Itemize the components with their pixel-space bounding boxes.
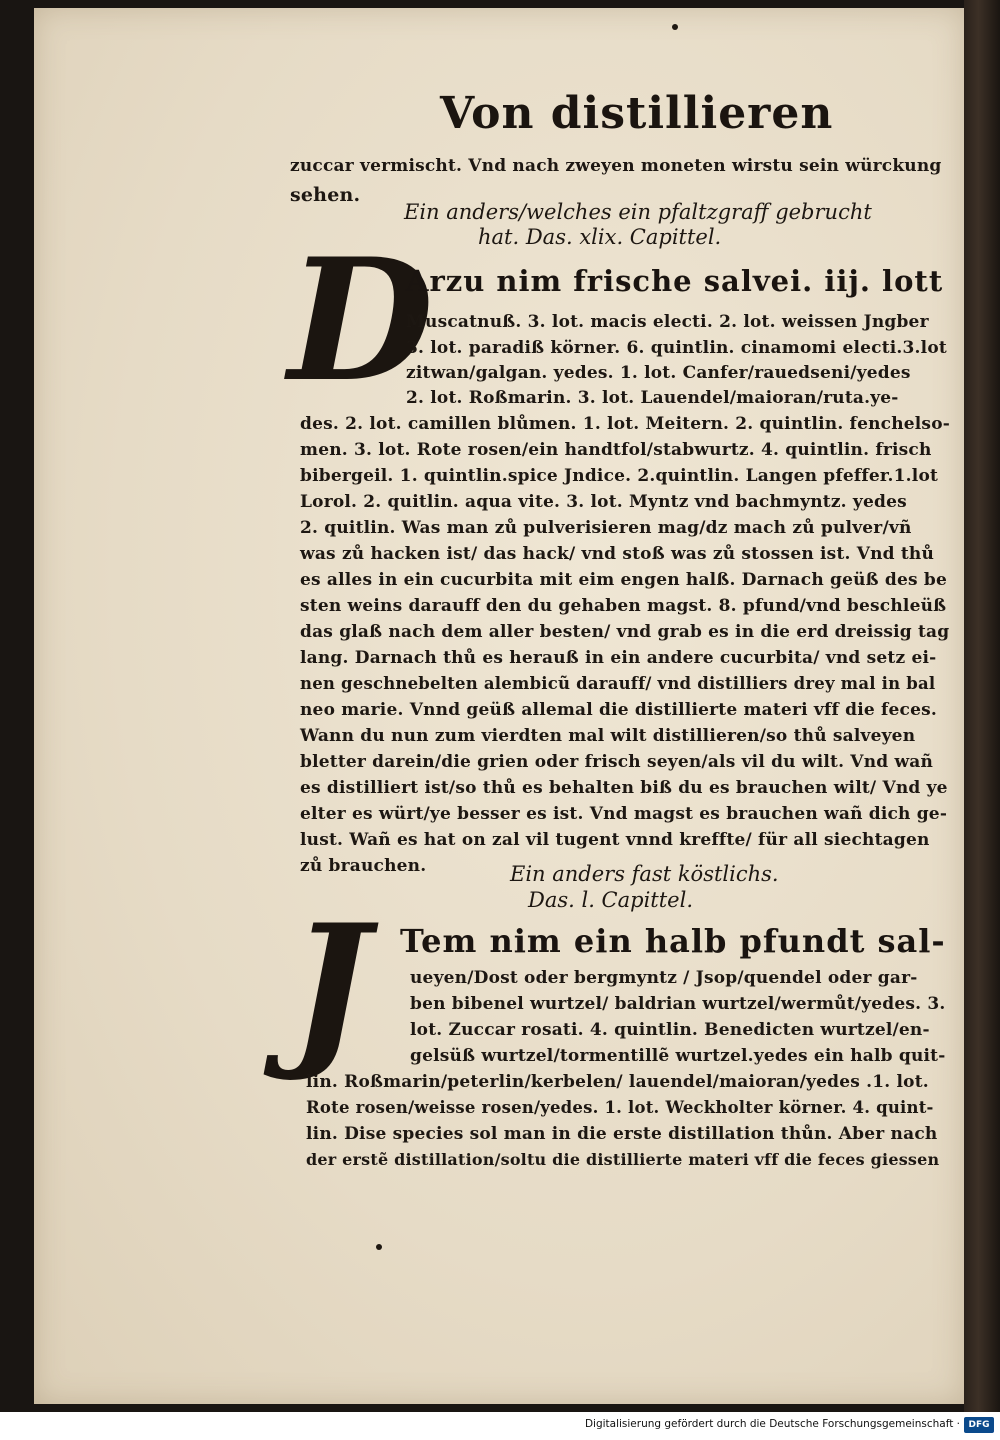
text-line: ben bibenel wurtzel/ baldrian wurtzel/wermůt/yedes. 3. [410, 994, 946, 1014]
chapter-heading: Das. l. Capittel. [528, 888, 693, 912]
text-line: 2. quitlin. Was man zů pulverisieren mag/dz mach zů pulver/vñ [300, 518, 912, 538]
page-mark [672, 24, 678, 30]
chapter-first-line: Tem nim ein halb pfundt sal- [400, 922, 946, 960]
chapter-heading: Ein anders fast köstlichs. [510, 862, 779, 886]
text-line: Wann du nun zum vierdten mal wilt distillieren/so thů salveyen [300, 726, 916, 746]
chapter-heading: hat. Das. xlix. Capittel. [478, 225, 722, 249]
text-line: bibergeil. 1. quintlin.spice Jndice. 2.quintlin. Langen pfeffer.1.lot [300, 466, 939, 486]
text-line: was zů hacken ist/ das hack/ vnd stoß was zů stossen ist. Vnd thů [300, 544, 935, 564]
text-line: lin. Roßmarin/peterlin/kerbelen/ lauendel/maioran/yedes .1. lot. [306, 1072, 929, 1092]
page-mark [376, 1244, 382, 1250]
text-line: des. 2. lot. camillen blůmen. 1. lot. Meitern. 2. quintlin. fenchelso- [300, 414, 950, 434]
text-line: bletter darein/die grien oder frisch seyen/als vil du wilt. Vnd wañ [300, 752, 934, 772]
text-line: gelsüß wurtzel/tormentillẽ wurtzel.yedes ein halb quit- [410, 1046, 946, 1066]
text-line: Lorol. 2. quitlin. aqua vite. 3. lot. Myntz vnd bachmyntz. yedes [300, 492, 907, 512]
text-line: 3. lot. paradiß körner. 6. quintlin. cinamomi electi.3.lot [406, 338, 947, 358]
dfg-logo-icon: DFG [964, 1417, 994, 1433]
text-line: ueyen/Dost oder bergmyntz / Jsop/quendel oder gar- [410, 968, 918, 988]
text-line: es distilliert ist/so thů es behalten biß du es brauchen wilt/ Vnd ye [300, 778, 948, 798]
book-spine [964, 0, 1000, 1412]
text-line: men. 3. lot. Rote rosen/ein handtfol/stabwurtz. 4. quintlin. frisch [300, 440, 932, 460]
text-line: Rote rosen/weisse rosen/yedes. 1. lot. Weckholter körner. 4. quint- [306, 1098, 934, 1117]
chapter-first-line: Arzu nim frische salvei. iij. lott [406, 264, 944, 298]
text-line: Muscatnuß. 3. lot. macis electi. 2. lot. weissen Jngber [406, 312, 929, 332]
text-line: lot. Zuccar rosati. 4. quintlin. Benedicten wurtzel/en- [410, 1020, 930, 1040]
digitization-footer [0, 1412, 1000, 1440]
funding-credit: Digitalisierung gefördert durch die Deutsche Forschungsgemeinschaft · [584, 1418, 960, 1430]
decorated-initial: D [288, 221, 434, 419]
text-line: der erstẽ distillation/soltu die distillierte materi vff die feces giessen [306, 1150, 940, 1169]
chapter-heading: Ein anders/welches ein pfaltzgraff gebrucht [404, 200, 872, 224]
text-line: lust. Wañ es hat on zal vil tugent vnnd kreffte/ für all siechtagen [300, 830, 930, 850]
text-line: sehen. [290, 184, 361, 206]
text-line: neo marie. Vnnd geüß allemal die distillierte materi vff die feces. [300, 700, 937, 720]
text-line: sten weins darauff den du gehaben magst. 8. pfund/vnd beschleüß [300, 596, 947, 616]
running-head: Von distillieren [440, 88, 834, 139]
text-line: nen geschnebelten alembicũ darauff/ vnd distilliers drey mal in bal [300, 674, 936, 693]
text-line: elter es würt/ye besser es ist. Vnd magst es brauchen wañ dich ge- [300, 804, 948, 824]
text-line: lin. Dise species sol man in die erste distillation thůn. Aber nach [306, 1124, 938, 1144]
text-line: lang. Darnach thů es herauß in ein andere cucurbita/ vnd setz ei- [300, 648, 937, 668]
text-line: 2. lot. Roßmarin. 3. lot. Lauendel/maioran/ruta.ye- [406, 388, 899, 408]
decorated-initial: J [290, 887, 370, 1085]
text-line: zitwan/galgan. yedes. 1. lot. Canfer/rauedseni/yedes [406, 363, 911, 383]
text-line: das glaß nach dem aller besten/ vnd grab es in die erd dreissig tag [300, 622, 950, 642]
text-line: zů brauchen. [300, 856, 427, 876]
text-line: zuccar vermischt. Vnd nach zweyen moneten wirstu sein würckung [290, 156, 942, 176]
text-line: es alles in ein cucurbita mit eim engen halß. Darnach geüß des be [300, 570, 947, 590]
